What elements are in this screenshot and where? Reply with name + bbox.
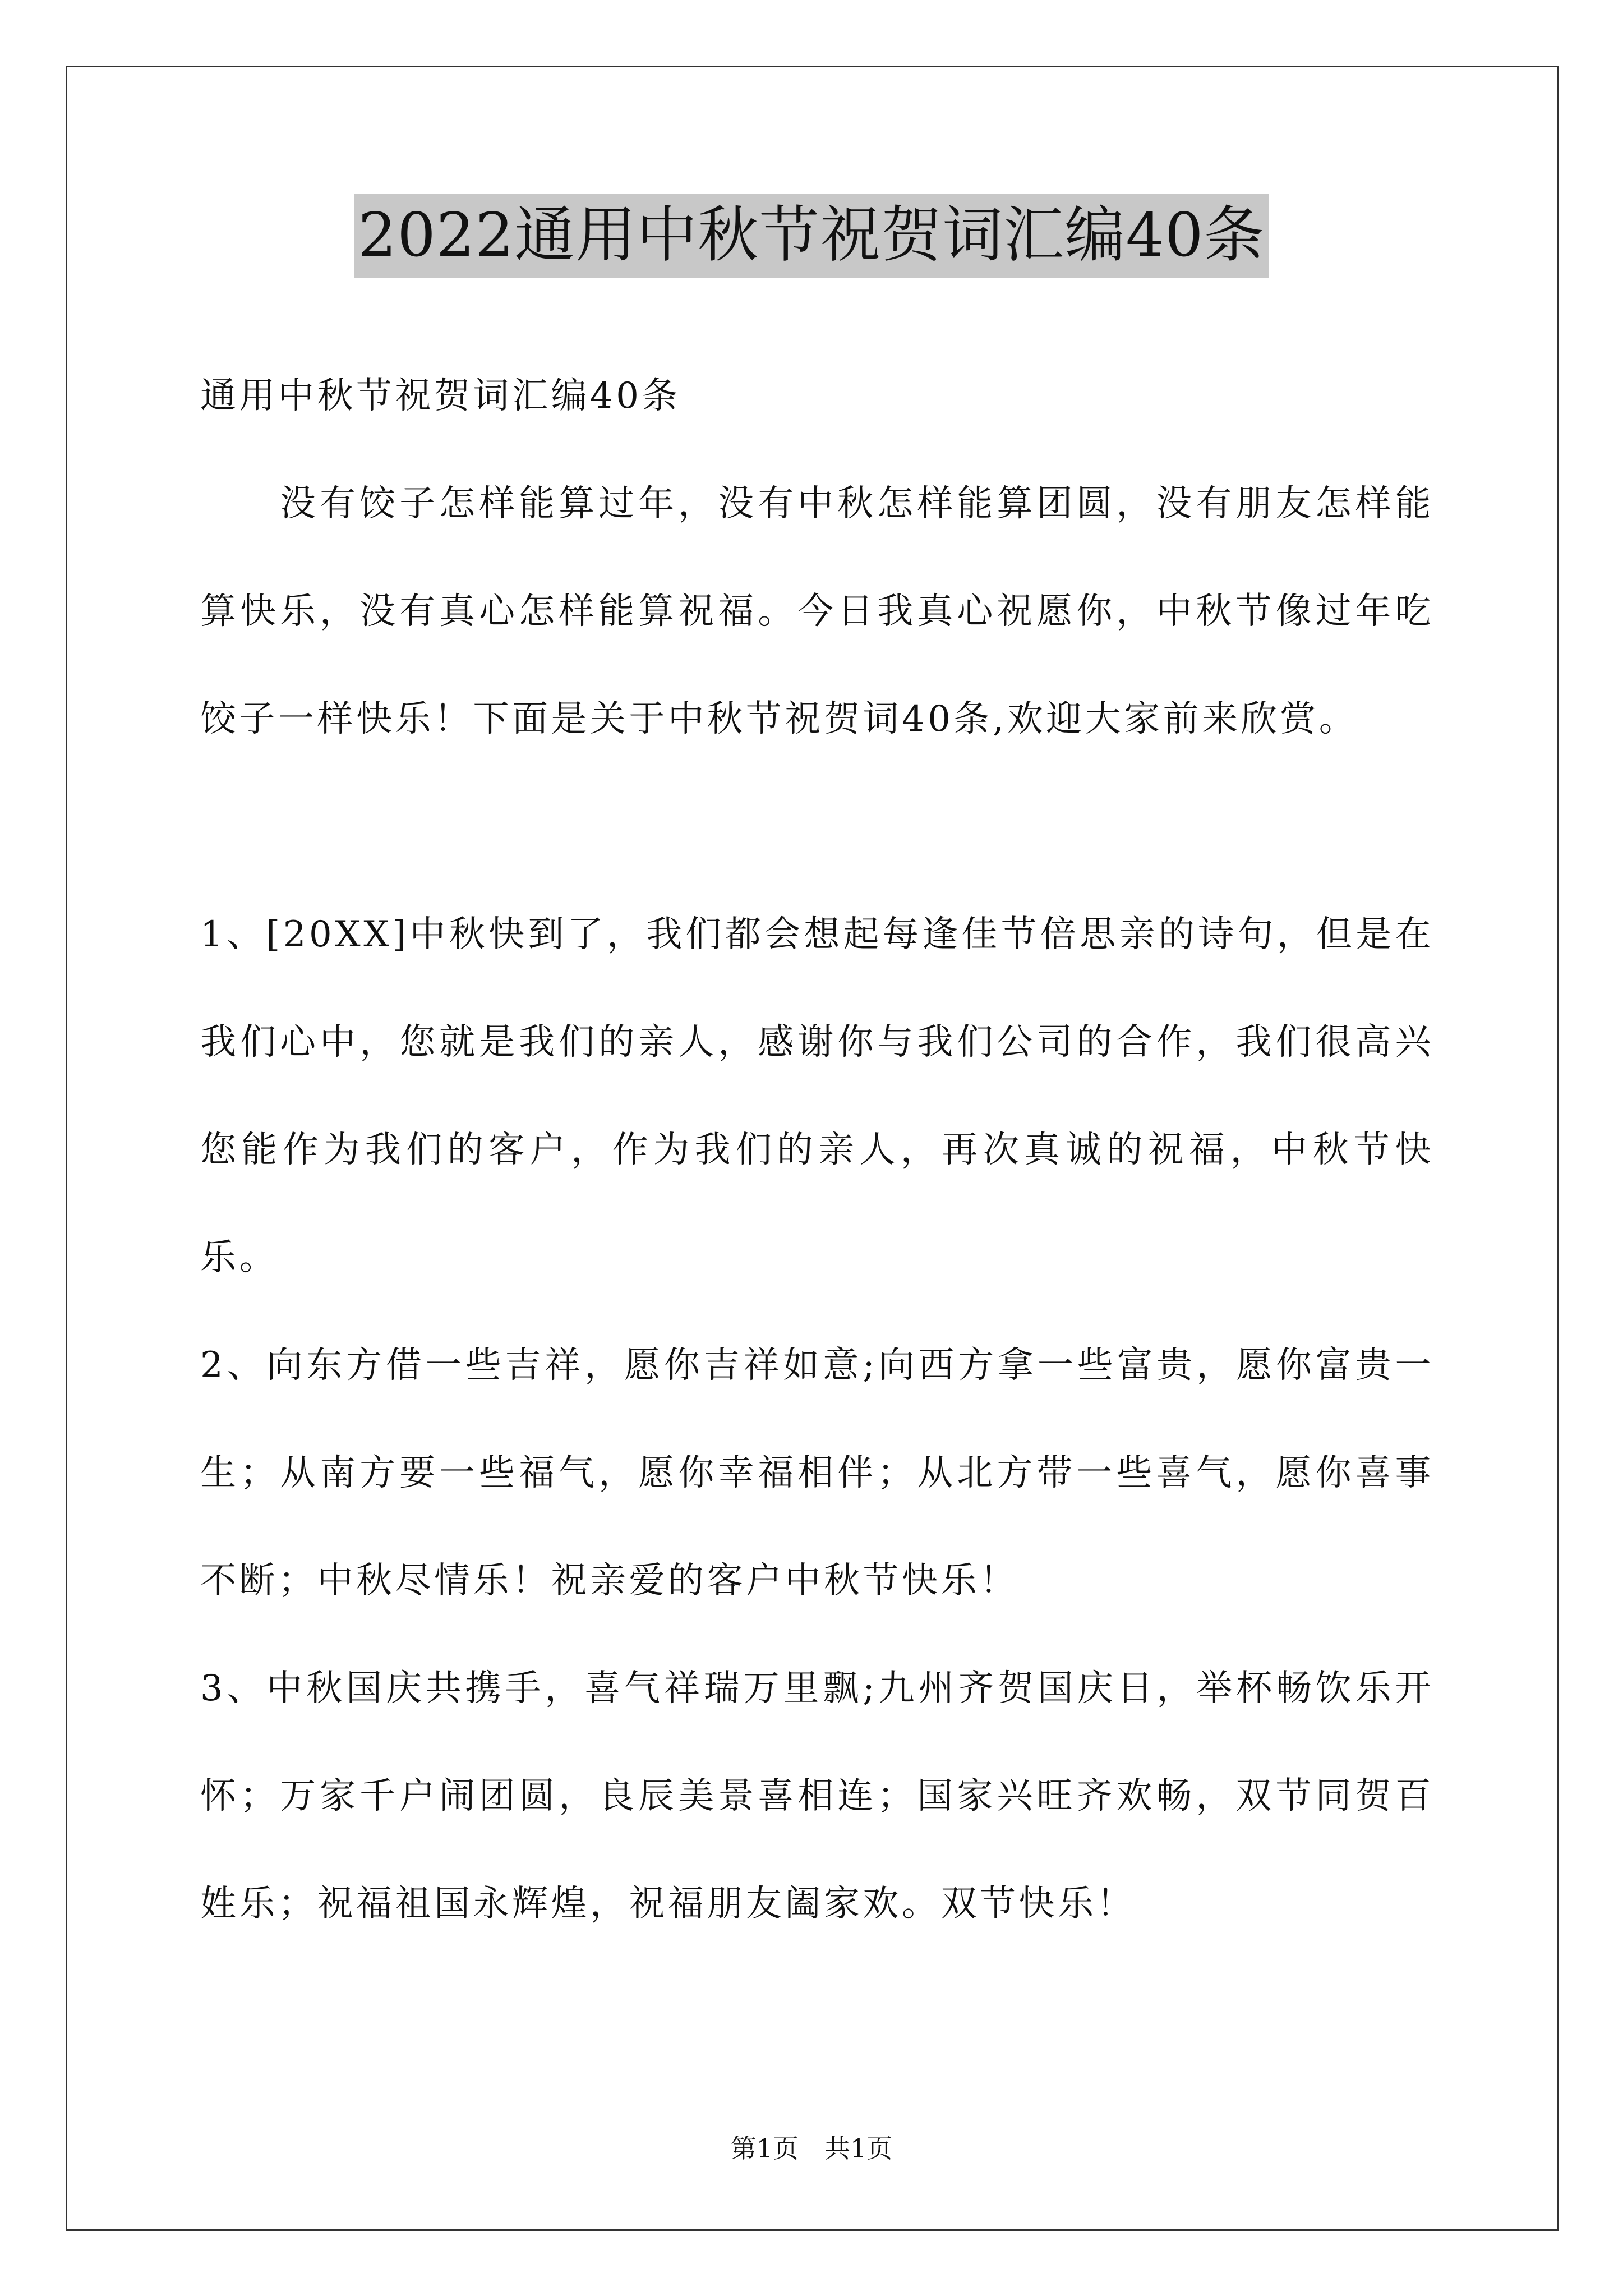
title-container xyxy=(0,194,1623,278)
document-title: 2022通用中秋节祝贺词汇编40条 xyxy=(354,194,1268,278)
list-item: 3、中秋国庆共携手，喜气祥瑞万里飘;九州齐贺国庆日，举杯畅饮乐开怀；万家千户闹团圆，良辰美景喜相连；国家兴旺齐欢畅，双节同贺百姓乐；祝福祖国永辉煌，祝福朋友阖家欢。双节快乐！ xyxy=(200,1668,1434,1925)
document-subtitle: 通用中秋节祝贺词汇编40条 xyxy=(200,375,681,417)
intro-paragraph: 没有饺子怎样能算过年，没有中秋怎样能算团圆，没有朋友怎样能算快乐，没有真心怎样能算祝福。今日我真心祝愿你，中秋节像过年吃饺子一样快乐！下面是关于中秋节祝贺词40条,欢迎大家前来欣赏。 xyxy=(200,483,1434,740)
list-item: 2、向东方借一些吉祥，愿你吉祥如意;向西方拿一些富贵，愿你富贵一生；从南方要一些福气，愿你幸福相伴；从北方带一些喜气，愿你喜事不断；中秋尽情乐！祝亲爱的客户中秋节快乐！ xyxy=(200,1345,1434,1602)
paragraph-spacer xyxy=(200,773,1434,881)
list-item: 1、[20XX]中秋快到了，我们都会想起每逢佳节倍思亲的诗句，但是在我们心中，您就是我们的亲人，感谢你与我们公司的合作，我们很高兴您能作为我们的客户，作为我们的亲人，再次真诚的祝福，中秋节快乐。 xyxy=(200,914,1434,1278)
document-body xyxy=(200,342,1434,1958)
page-footer: 第1页 共1页 xyxy=(730,2133,893,2164)
